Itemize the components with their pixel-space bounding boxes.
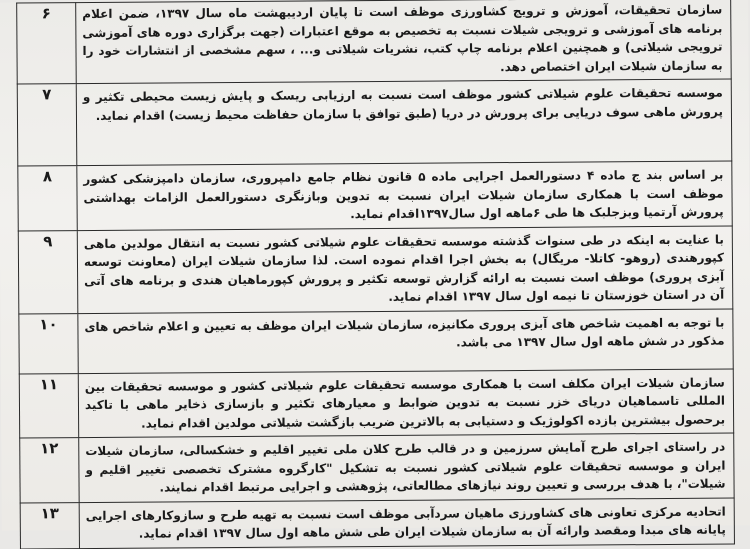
row-text: اتحادیه مرکزی تعاونی های کشاورزی ماهیان سردآبی موظف است نسبت به تهیه طرح و سازوکارهای اجرایی پایانه های مبدا ومقصد وارائه آن به سازمان شیلات ایران طی شش ماهه اول سال ۱۳۹۷ اقدام نماید. — [79, 497, 734, 548]
row-text: بر اساس بند ج ماده ۴ دستورالعمل اجرایی ماده ۵ قانون نظام جامع دامپروری، سازمان دامپزشکی کشور موظف است با همکاری سازمان شیلات ایران نسبت به تدوین وبازنگری دستورالعمل الزامات بهداشتی پرورش آرتمیا وبزجلبک ها طی ۶ماهه اول سال۱۳۹۷اقدام نماید. — [77, 161, 732, 230]
row-text: با توجه به اهمیت شاخص های آبزی پروری مکانیزه، سازمان شیلات ایران موظف به تعیین و اعلام شاخص های مذکور در شش ماهه اول سال ۱۳۹۷ می باشد. — [78, 309, 733, 374]
row-number: ۶ — [17, 3, 77, 84]
table-row — [17, 0, 732, 84]
row-number: ۱۳ — [20, 502, 79, 548]
row-text: سازمان تحقیقات، آموزش و ترویج کشاورزی موظف است تا پایان اردیبهشت ماه سال ۱۳۹۷، ضمن اعلام برنامه های آموزشی و ترویجی شیلات نسبت به تخصیص به موقع اعتبارات (جهت برگزاری دوره های آموزشی ترویجی شیلاتی) و همچنین اعلام برنامه چاپ کتب، نشریات شیلاتی و... ، سهم مشخصی از انتشارات خود را به سازمان شیلات ایران اختصاص دهد. — [76, 0, 732, 84]
table-row — [20, 433, 734, 502]
row-number: ۱۱ — [19, 373, 78, 438]
row-text: سازمان شیلات ایران مکلف است با همکاری موسسه تحقیقات علوم شیلاتی کشور و موسسه تحقیقات بین المللی تاسماهیان دریای خزر نسبت به تدوین ضوابط و معیارهای تکثیر و بازسازی ذخایر ماهی با تاکید برحصول بیشترین بازده اکولوژیک و دستیابی به بالاترین ضریب بازگشت شیلاتی مولدین اقدام نماید. — [78, 369, 733, 438]
resolutions-table — [16, 0, 735, 549]
table-row — [20, 497, 734, 548]
table-row — [19, 369, 733, 438]
row-number: ۱۲ — [20, 438, 79, 503]
table-row — [18, 226, 733, 314]
row-text: موسسه تحقیقات علوم شیلاتی کشور موظف است نسبت به ارزیابی ریسک و پایش زیست محیطی تکثیر و پرورش ماهی سوف دریایی برای پرورش در دریا (طبق توافق با سازمان حفاظت محیط زیست) اقدام نماید. — [76, 79, 732, 166]
row-number: ۹ — [18, 230, 78, 313]
row-number: ۱۰ — [19, 313, 78, 373]
table-row — [17, 79, 732, 166]
row-text: با عنایت به اینکه در طی سنوات گذشته موسسه تحقیقات علوم شیلاتی کشور نسبت به انتقال مولدین ماهی کپورهندی (روهو- کاتلا- مریگال) به بخش اجرا اقدام نموده است. لذا سازمان شیلات ایران (معاونت توسعه آبزی پروری) موظف است نسبت به ارائه گزارش توسعه تکثیر و پرورش کپورماهیان هندی و برنامه های آتی آن در استان خوزستان تا نیمه اول سال ۱۳۹۷ اقدام نماید. — [77, 226, 733, 314]
row-number: ۸ — [18, 166, 77, 231]
table-row — [19, 309, 733, 374]
table-row — [18, 161, 732, 230]
row-text: در راستای اجرای طرح آمایش سرزمین و در قالب طرح کلان ملی تغییر اقلیم و خشکسالی، سازمان شیلات ایران و موسسه تحقیقات علوم شیلاتی کشور نسبت به تشکیل "کارگروه مشترک تخصصی تغییر اقلیم و شیلات"، با هدف بررسی و تعیین روند نیازهای مطالعاتی، پژوهشی و اجرایی مرتبط اقدام نمایند. — [79, 433, 734, 502]
row-number: ۷ — [17, 84, 77, 166]
